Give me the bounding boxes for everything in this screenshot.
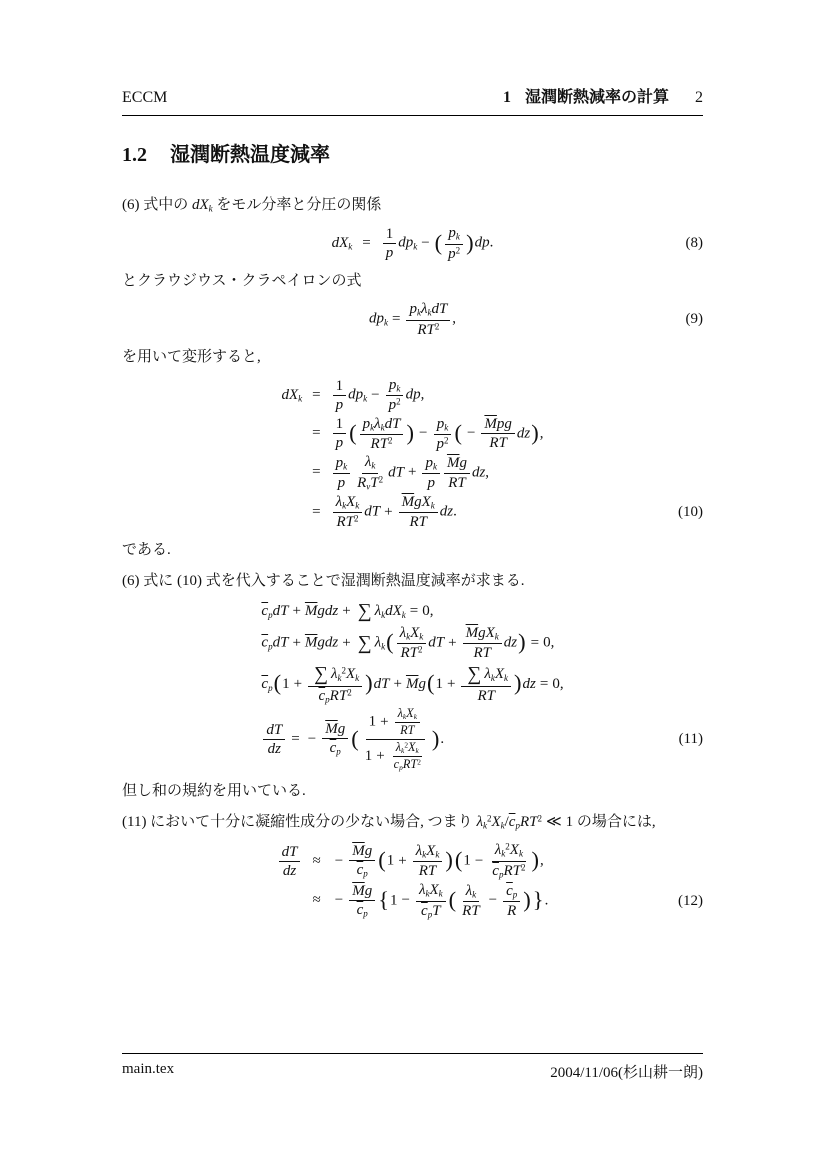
- spacer: [544, 454, 704, 492]
- equation-block: [122, 601, 703, 772]
- paragraph: (6) 式中の $dX_k$ をモル分率と分圧の関係: [122, 197, 382, 214]
- equation-block: [122, 842, 703, 920]
- footer-filename: main.tex: [122, 1061, 175, 1077]
- equation-rhs: $\overline{c}_p(1$ + ∑ $\lambda_k^2X_k$ $\overline{c}_pRT^2$ )$dT + \overline{M}g(1$ + ∑ $\lambda_kX_k$ RT )dz = 0,: [261, 663, 564, 705]
- spacer: [544, 494, 704, 531]
- equation-rhs: $\overline{c}_pdT + \overline{M}gdz$ + ∑ $\lambda_kdX_k = 0$,: [261, 601, 434, 623]
- paragraph: とクラウジウス・クラペイロンの式: [122, 272, 362, 289]
- equation-block: [122, 225, 703, 262]
- spacer: [564, 625, 703, 662]
- equation-block: [122, 301, 703, 338]
- equation-rhs: ≈ − $\frac{\overline{M}g}{\overline{c}_p}$ {1 − $\lambda_kX_k$ $\overline{c}_pT$ ( $\frac{\lambda_k}{RT}$ − $\frac{\overline{c}_p}{R}$ )}.: [312, 882, 549, 920]
- inline-math: $\lambda_k^2X_k/\overline{c}_pRT^2$ ≪ 1: [476, 813, 574, 831]
- spacer: [544, 377, 704, 414]
- page-footer: [122, 1053, 703, 1082]
- spacer: [456, 301, 703, 338]
- equation-number: (8): [685, 235, 703, 252]
- spacer: [544, 416, 704, 453]
- running-head-section-number: 1: [502, 89, 511, 106]
- equation-lhs: $dX_k$: [281, 386, 303, 404]
- equation-rhs: $\frac{dT}{dz}$ = − $\frac{\overline{M}g}{\overline{c}_p}$ ( 1 + $\lambda_kX_k$ RT 1 + $\lambda_k^2X_k$ $\overline{c}_pRT^2$ ).: [261, 707, 444, 772]
- spacer: [564, 707, 703, 772]
- equation-rhs: = $\lambda_kX_k$ $RT^2$ dT + $\overline{M}gX_k$ RT dz.: [312, 493, 457, 531]
- footer-date-author: 2004/11/06(杉山耕一朗): [550, 1065, 703, 1081]
- spacer: [564, 664, 703, 705]
- equation-number: (11): [678, 730, 703, 747]
- paragraph: 但し和の規約を用いている.: [122, 782, 306, 799]
- running-head-right: [503, 84, 703, 107]
- equation-number: (9): [685, 310, 703, 327]
- equation-rhs: ≈ − $\frac{\overline{M}g}{\overline{c}_p}$ (1 + $\lambda_kX_k$ RT )(1 − $\lambda_k^2X_k$ $\overline{c}_pRT^2$ ),: [312, 841, 544, 880]
- spacer: [564, 601, 703, 623]
- equation-rhs: $\overline{c}_pdT + \overline{M}gdz$ + ∑ $\lambda_k$( $\lambda_kX_k$ $RT^2$ dT + $\overline{M}gX_k$ RT dz) = 0,: [261, 625, 555, 662]
- paragraph: である.: [122, 541, 171, 558]
- equation-lhs: $dX_k$: [331, 235, 353, 252]
- spacer: [548, 882, 703, 920]
- paragraph: (11) において十分に凝縮性成分の少ない場合, つまり $\lambda_k^2X_k/\overline{c}_pRT^2$ ≪ 1 の場合には,: [122, 813, 656, 831]
- running-head-section-title: 湿潤断熱減率の計算: [524, 89, 669, 106]
- section-number: 1.2: [122, 144, 147, 166]
- page-header: [122, 84, 703, 116]
- paragraph: (6) 式に (10) 式を代入することで湿潤断熱温度減率が求まる.: [122, 572, 525, 589]
- equation-number: (12): [678, 892, 703, 909]
- equation-rhs: = $\frac{p_k}{p}$ $\lambda_k$ $R_vT^2$ dT + $\frac{p_k}{p}$ $\frac{\overline{M}g}{RT}$ dz,: [312, 454, 490, 492]
- paragraph: を用いて変形すると,: [122, 348, 261, 365]
- spacer: [548, 842, 703, 880]
- equation-rhs: = $\frac{1}{p}$ $dp_k$ − $\frac{p_k}{p^2}$ dp,: [312, 376, 425, 414]
- spacer: [493, 225, 703, 262]
- equation-lhs: $\frac{dT}{dz}$: [277, 844, 303, 879]
- running-head-left: ECCM: [122, 89, 168, 106]
- section-title: 湿潤断熱温度減率: [170, 144, 330, 166]
- page-number: 2: [695, 89, 703, 106]
- equation-rhs: = $\frac{1}{p}$ $dp_k$ − ( $\frac{p_k}{p^2}$ )dp.: [362, 225, 494, 262]
- equation-block: [122, 377, 703, 531]
- inline-math: $dX_k$: [192, 197, 213, 214]
- content-blocks: [122, 186, 703, 926]
- equation-number: (10): [678, 503, 703, 520]
- equation-rhs: $dp_k$ = $p_k\lambda_kdT$ $RT^2$ ,: [368, 301, 457, 338]
- section-heading: [122, 138, 330, 167]
- equation-rhs: = $\frac{1}{p}$ ( $p_k\lambda_kdT$ $RT^2$ ) − $\frac{p_k}{p^2}$ ( − $\overline{M}pg$ RT dz),: [312, 415, 544, 452]
